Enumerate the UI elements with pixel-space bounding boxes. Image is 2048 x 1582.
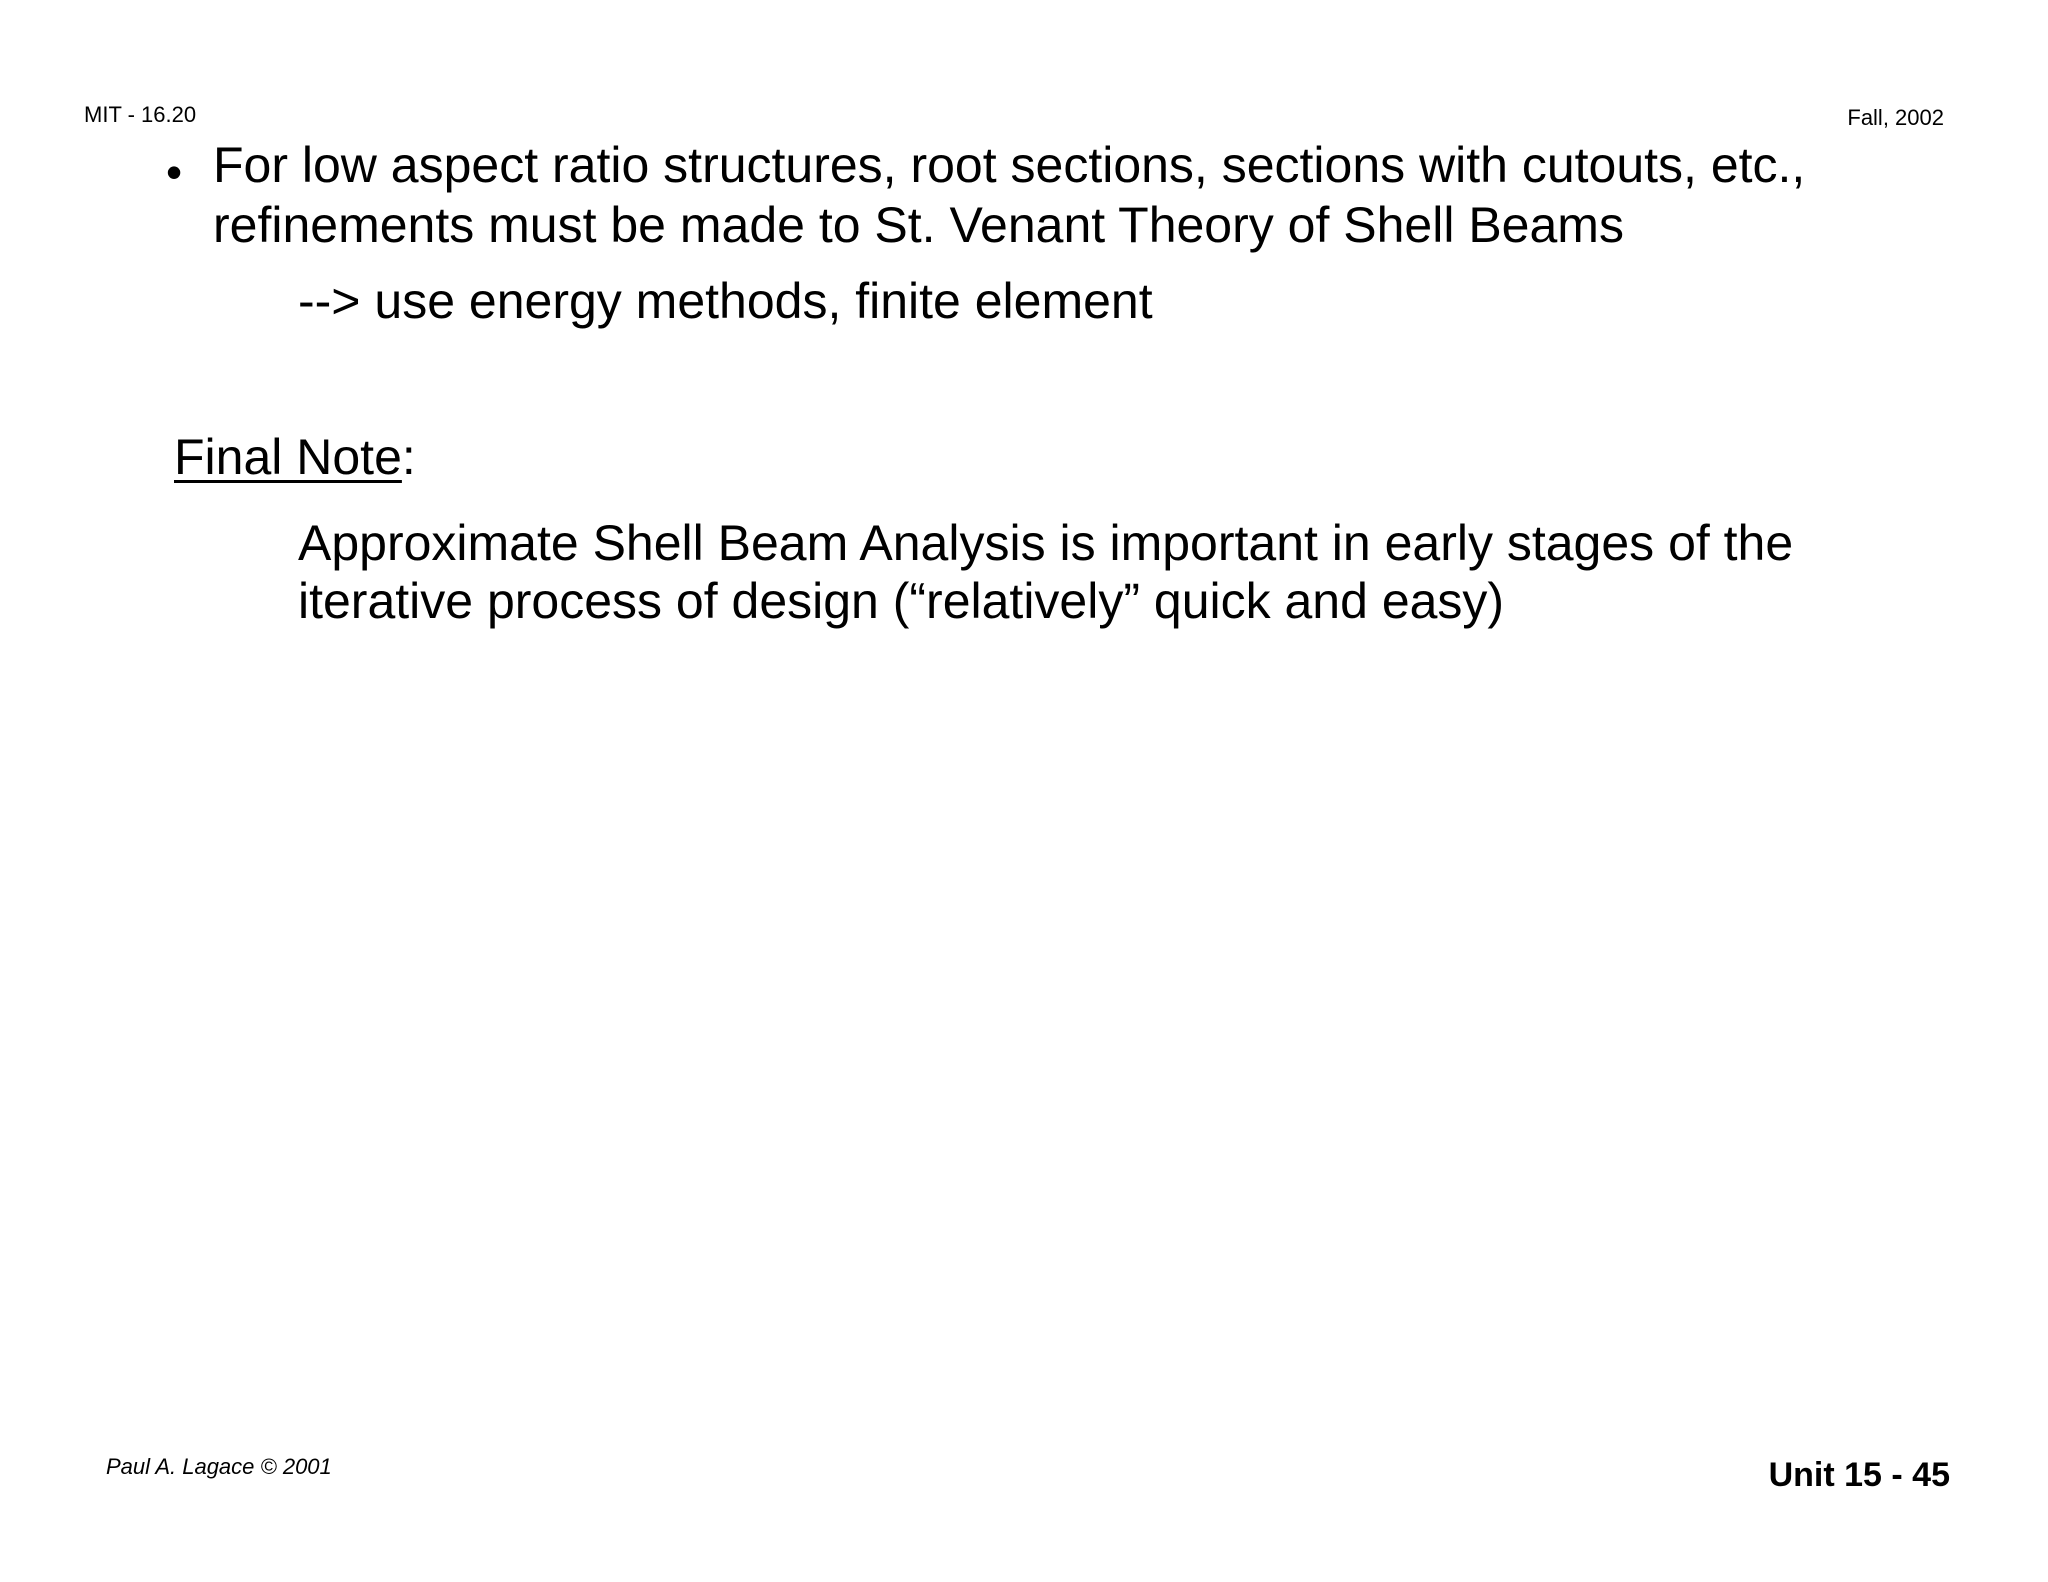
bullet-paragraph — [213, 135, 1913, 255]
bullet-line-2: refinements must be made to St. Venant Theory of Shell Beams — [213, 197, 1624, 253]
note-line-2: iterative process of design (“relatively” quick and easy) — [298, 573, 1505, 629]
note-line-1: Approximate Shell Beam Analysis is important in early stages of the — [298, 515, 1794, 571]
final-note-colon: : — [401, 429, 416, 485]
author-credit: Paul A. Lagace © 2001 — [106, 1454, 332, 1479]
final-note-body — [298, 514, 1978, 630]
sub-point: --> use energy methods, finite element — [298, 273, 1153, 329]
term-label: Fall, 2002 — [1847, 105, 1944, 130]
bullet-line-1: For low aspect ratio structures, root sections, sections with cutouts, etc., — [213, 137, 1806, 193]
final-note-heading — [174, 427, 416, 487]
page-number: Unit 15 - 45 — [1768, 1456, 1950, 1494]
final-note-title: Final Note — [174, 429, 402, 485]
bullet-marker: • — [166, 146, 183, 198]
course-label: MIT - 16.20 — [84, 102, 197, 127]
